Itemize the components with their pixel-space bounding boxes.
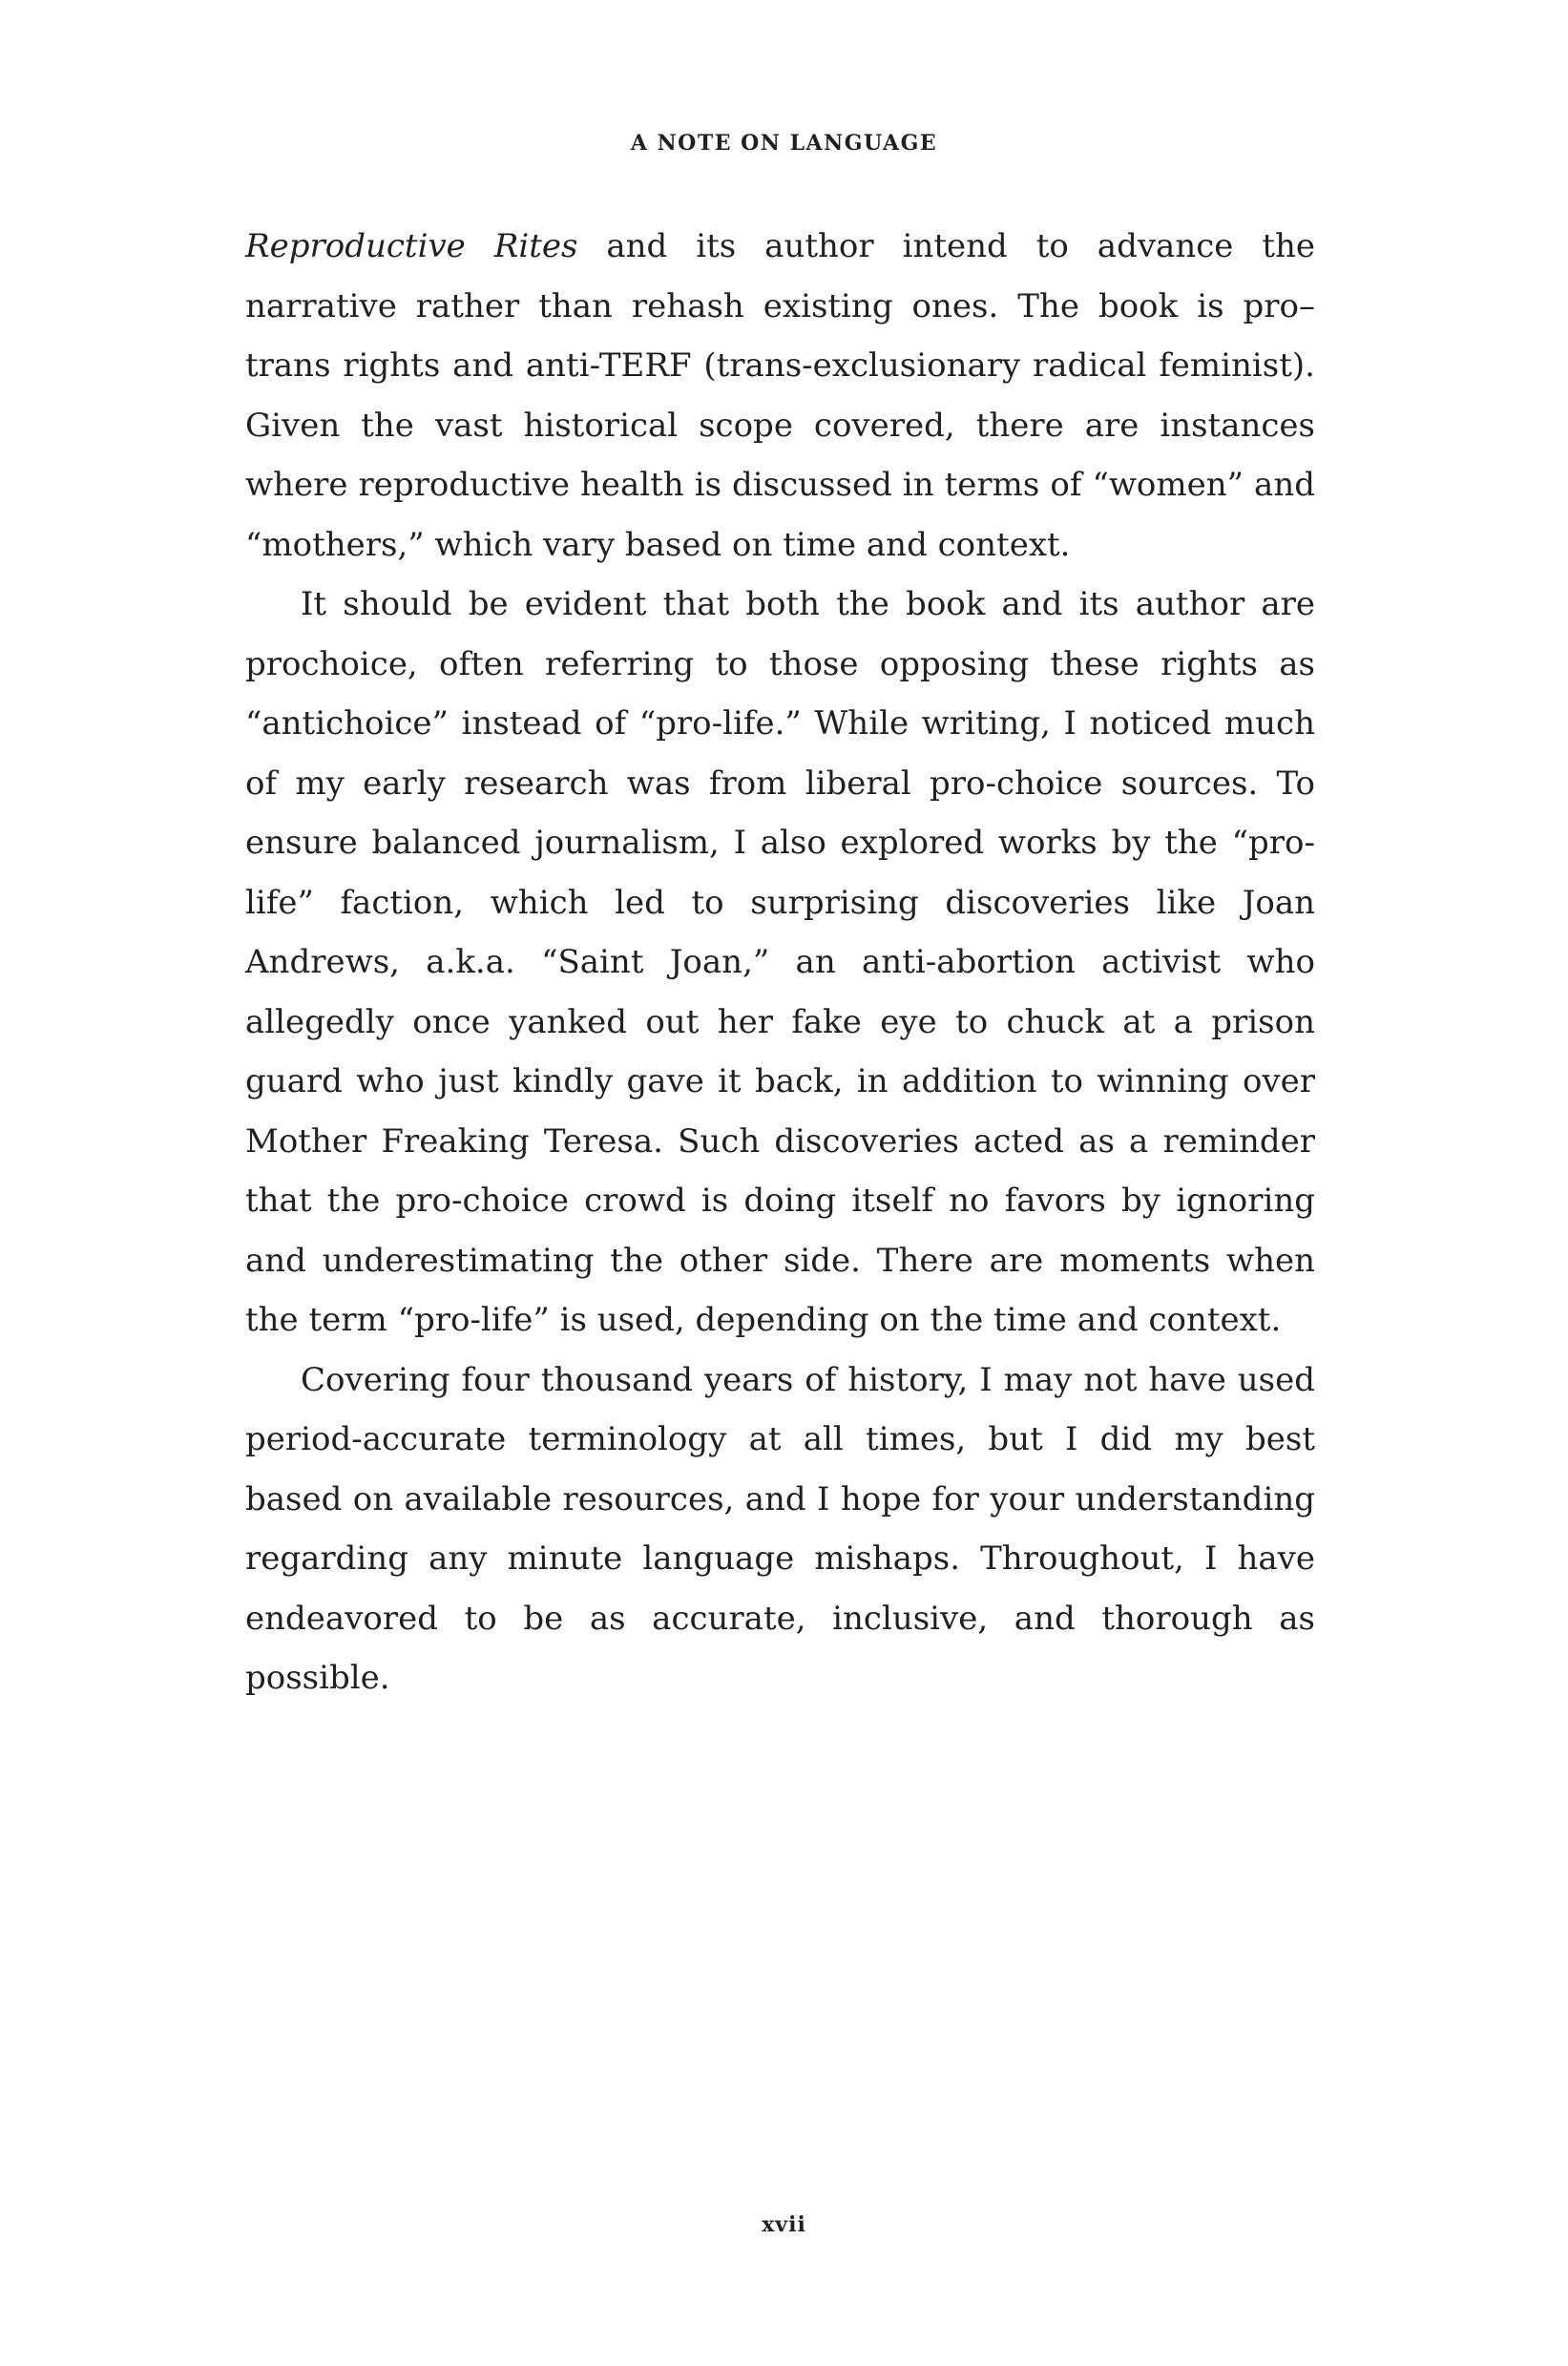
page-number: xvii [762,2212,806,2237]
body-text [245,217,1315,1708]
running-head: A NOTE ON LANGUAGE [630,131,938,156]
paragraph-1 [245,217,1315,575]
paragraph-2: It should be evident that both the book and its author are prochoice, often referring to those opposing these rights as “antichoice” instead of “pro-life.” While writing, I noticed much of my early research was from liberal pro-choice sources. To ensure balanced journalism, I also explored works by the “pro-life” faction, which led to surprising discoveries like Joan Andrews, a.k.a. “Saint Joan,” an anti-abortion activist who allegedly once yanked out her fake eye to chuck at a prison guard who just kindly gave it back, in addition to winning over Mother Freaking Teresa. Such discoveries acted as a reminder that the pro-choice crowd is doing itself no favors by ignoring and underestimating the other side. There are moments when the term “pro-life” is used, depending on the time and context. [245,585,1315,1339]
paragraph-3: Covering four thousand years of history, I may not have used period-accurate terminology at all times, but I did my best based on available resources, and I hope for your understanding regarding any minute language mishaps. Throughout, I have endeavored to be as accurate, inclusive, and thorough as possible. [245,1360,1315,1697]
book-title-italic: Reproductive Rites [245,227,578,265]
paragraph-1-text: and its author intend to advance the narrative rather than rehash existing ones. The book is pro–trans rights and anti-TERF (trans-exclusionary radical feminist). Given the vast historical scope covered, there are instances where reproductive health is discussed in terms of “women” and “mothers,” which vary based on time and context. [245,227,1315,564]
